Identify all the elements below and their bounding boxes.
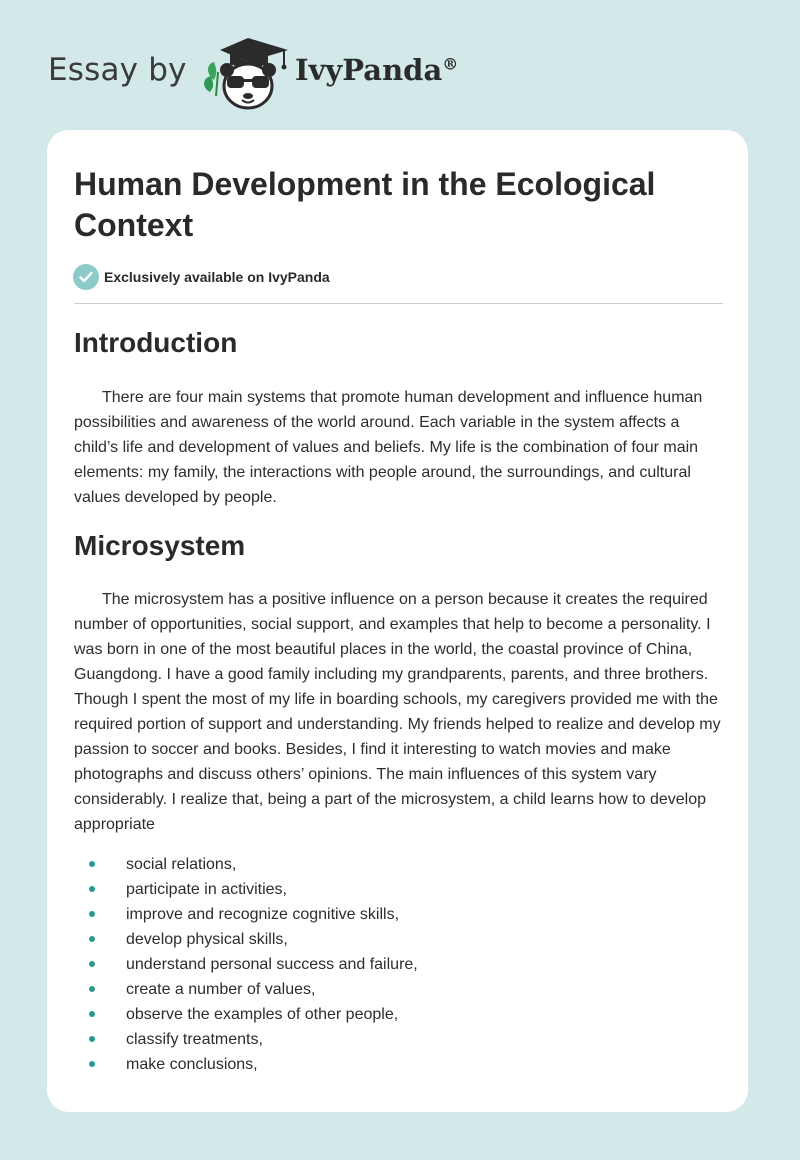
list-item: develop physical skills, xyxy=(74,927,714,952)
list-item: create a number of values, xyxy=(74,977,714,1002)
list-item: understand personal success and failure, xyxy=(74,952,714,977)
essay-title: Human Development in the Ecological Context xyxy=(74,166,656,243)
header-divider xyxy=(74,303,723,304)
exclusive-badge xyxy=(73,263,330,291)
registered-mark: ® xyxy=(442,54,459,74)
list-item: classify treatments, xyxy=(74,1027,714,1052)
section-heading-microsystem: Microsystem xyxy=(74,530,246,561)
ivypanda-logo-icon[interactable] xyxy=(200,36,292,110)
bullet-dot-icon xyxy=(89,861,95,867)
site-header xyxy=(0,0,800,130)
bullet-dot-icon xyxy=(89,1061,95,1067)
brand-name-text: IvyPanda xyxy=(295,53,443,87)
essay-card xyxy=(47,130,748,1112)
microsystem-bullet-list xyxy=(74,852,714,1077)
check-circle-icon xyxy=(73,264,99,290)
microsystem-paragraph: The microsystem has a positive influence on a person because it creates the required number of opportunities, social support, and examples that help to become a personality. I was born in one of the most beautiful places in the world, the coastal province of China, Guangdong. I have a good family including my grandparents, parents, and three brothers. Though I spent the most of my life in boarding schools, my caregivers provided me with the required portion of support and understanding. My friends helped to realize and develop my passion to soccer and books. Besides, I find it interesting to watch movies and make photographs and discuss others’ opinions. The main influences of this system vary considerably. I realize that, being a part of the microsystem, a child learns how to develop appropriate xyxy=(74,591,721,833)
essay-by-label: Essay by xyxy=(48,52,187,88)
bullet-dot-icon xyxy=(89,911,95,917)
list-item: social relations, xyxy=(74,852,714,877)
section-heading-introduction: Introduction xyxy=(74,327,238,358)
brand-name[interactable] xyxy=(295,53,458,87)
list-item: improve and recognize cognitive skills, xyxy=(74,902,714,927)
list-item: participate in activities, xyxy=(74,877,714,902)
bullet-dot-icon xyxy=(89,961,95,967)
bullet-dot-icon xyxy=(89,936,95,942)
exclusive-label: Exclusively available on IvyPanda xyxy=(104,269,330,285)
list-item: observe the examples of other people, xyxy=(74,1002,714,1027)
bullet-dot-icon xyxy=(89,1036,95,1042)
introduction-paragraph: There are four main systems that promote human development and influence human possibilities and awareness of the world around. Each variable in the system affects a child’s life and development of values and beliefs. My life is the combination of four main elements: my family, the interactions with people around, the surroundings, and cultural values developed by people. xyxy=(74,389,703,506)
bullet-dot-icon xyxy=(89,1011,95,1017)
bullet-dot-icon xyxy=(89,986,95,992)
list-item: make conclusions, xyxy=(74,1052,714,1077)
bullet-dot-icon xyxy=(89,886,95,892)
